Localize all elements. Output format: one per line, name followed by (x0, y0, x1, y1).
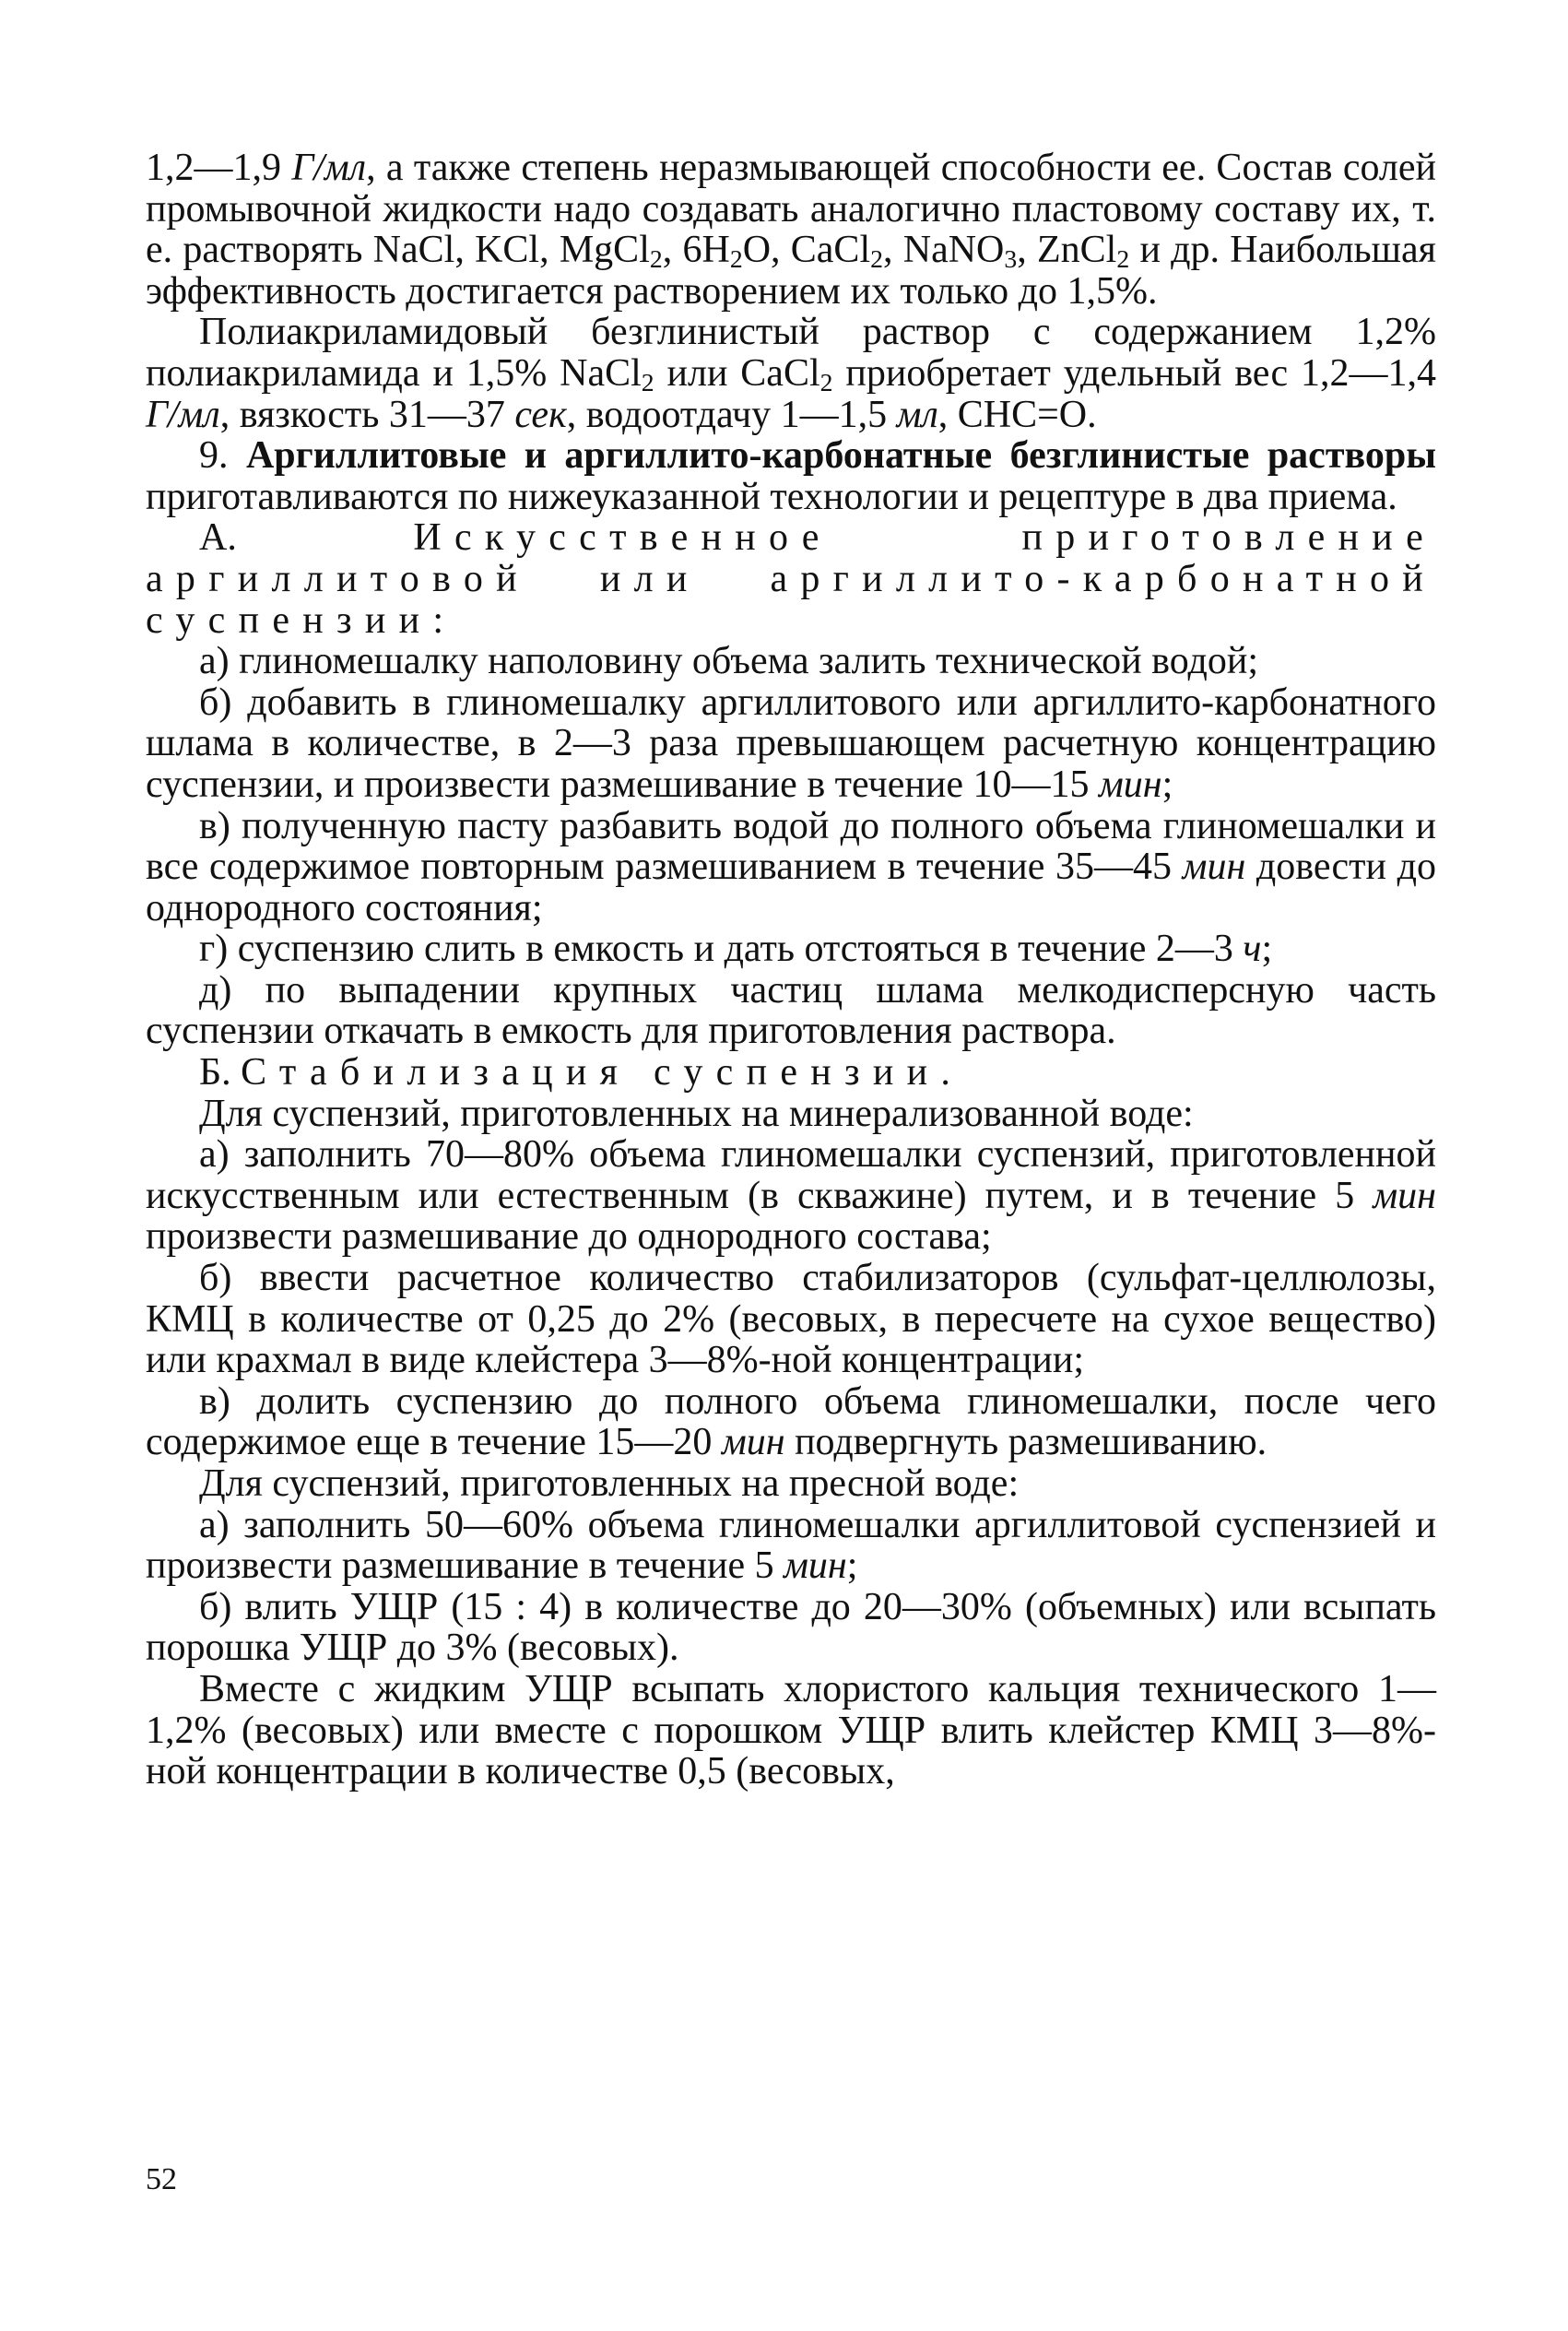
step-a-4: г) суспензию слить в емкость и дать отстояться в течение 2—3 ч; (199, 928, 1273, 971)
step-a-5: д) по выпадении крупных частиц шлама мелкодисперсную часть суспензии откачать в емкость для приготовления раствора. (146, 968, 1436, 1053)
paragraph-polyacrylamide: Полиакриламидовый безглинистый раствор с содержанием 1,2% полиакриламида и 1,5% NaCl$_2$ или CaCl$_2$ приобретает удельный вес 1,2—1,4 Г/мл, вязкость 31—37 сек, водоотдачу 1—1,5 мл, СНС=О. (146, 311, 1437, 436)
section-b-heading: Б. Стабилизация суспензии. (199, 1051, 964, 1095)
paragraph-item-9: 9. Аргиллитовые и аргиллито-карбонатные безглинистые растворы приготавливаются по нижеуказанной технологии и рецептуре в два приема. (146, 434, 1436, 518)
step-b-1: а) заполнить 70—80% объема глиномешалки суспензий, приготовленной искусственным или естественным (в скважине) путем, и в течение 5 мин произвести размешивание до однородного состава; (146, 1133, 1436, 1259)
section-a-heading: А. Искусственное приготовление аргиллитовой или аргиллито-карбонатной суспензии: (146, 516, 1436, 642)
item-9-heading: Аргиллитовые и аргиллито-карбонатные безглинистые растворы (245, 434, 1436, 478)
step-c-2: б) влить УЩР (15 : 4) в количестве до 20—30% (объемных) или всыпать порошка УЩР до 3% (весовых). (146, 1585, 1436, 1670)
page-number: 52 (146, 2162, 177, 2196)
paragraph-final: Вместе с жидким УЩР всыпать хлористого кальция технического 1—1,2% (весовых) или вместе с порошком УЩР влить клейстер КМЦ 3—8%-ной концентрации в количестве 0,5 (весовых, (146, 1667, 1436, 1793)
paragraph-salt-composition: 1,2—1,9 Г/мл, а также степень неразмывающей способности ее. Состав солей промывочной жидкости надо создавать аналогично пластовому составу их, т. е. растворять NaCl, KCl, MgCl$_2$, $6H_2O$, CaCl$_2$, NaNO$_3$, ZnCl$_2$ и др. Наибольшая эффективность достигается растворением их только до 1,5%. (146, 147, 1437, 313)
mineralized-water-intro: Для суспензий, приготовленных на минерализованной воде: (199, 1092, 1194, 1135)
step-c-1: а) заполнить 50—60% объема глиномешалки аргиллитовой суспензией и произвести размешивание в течение 5 мин; (146, 1503, 1436, 1588)
step-b-2: б) ввести расчетное количество стабилизаторов (сульфат-целлюлозы, КМЦ в количестве от 0,25 до 2% (весовых, в пересчете на сухое вещество) или крахмал в виде клейстера 3—8%-ной концентрации; (146, 1257, 1436, 1382)
step-b-3: в) долить суспензию до полного объема глиномешалки, после чего содержимое еще в течение 15—20 мин подвергнуть размешиванию. (146, 1379, 1436, 1464)
step-a-2: б) добавить в глиномешалку аргиллитового или аргиллито-карбонатного шлама в количестве, в 2—3 раза превышающем расчетную концентрацию суспензии, и произвести размешивание в течение 10—15 мин; (146, 680, 1436, 806)
fresh-water-intro: Для суспензий, приготовленных на пресной воде: (199, 1462, 1020, 1505)
step-a-3: в) полученную пасту разбавить водой до полного объема глиномешалки и все содержимое повторным размешиванием в течение 35—45 мин довести до однородного состояния; (146, 804, 1437, 929)
step-a-1: а) глиномешалку наполовину объема залить технической водой; (199, 640, 1259, 683)
page-body (146, 148, 1436, 1793)
